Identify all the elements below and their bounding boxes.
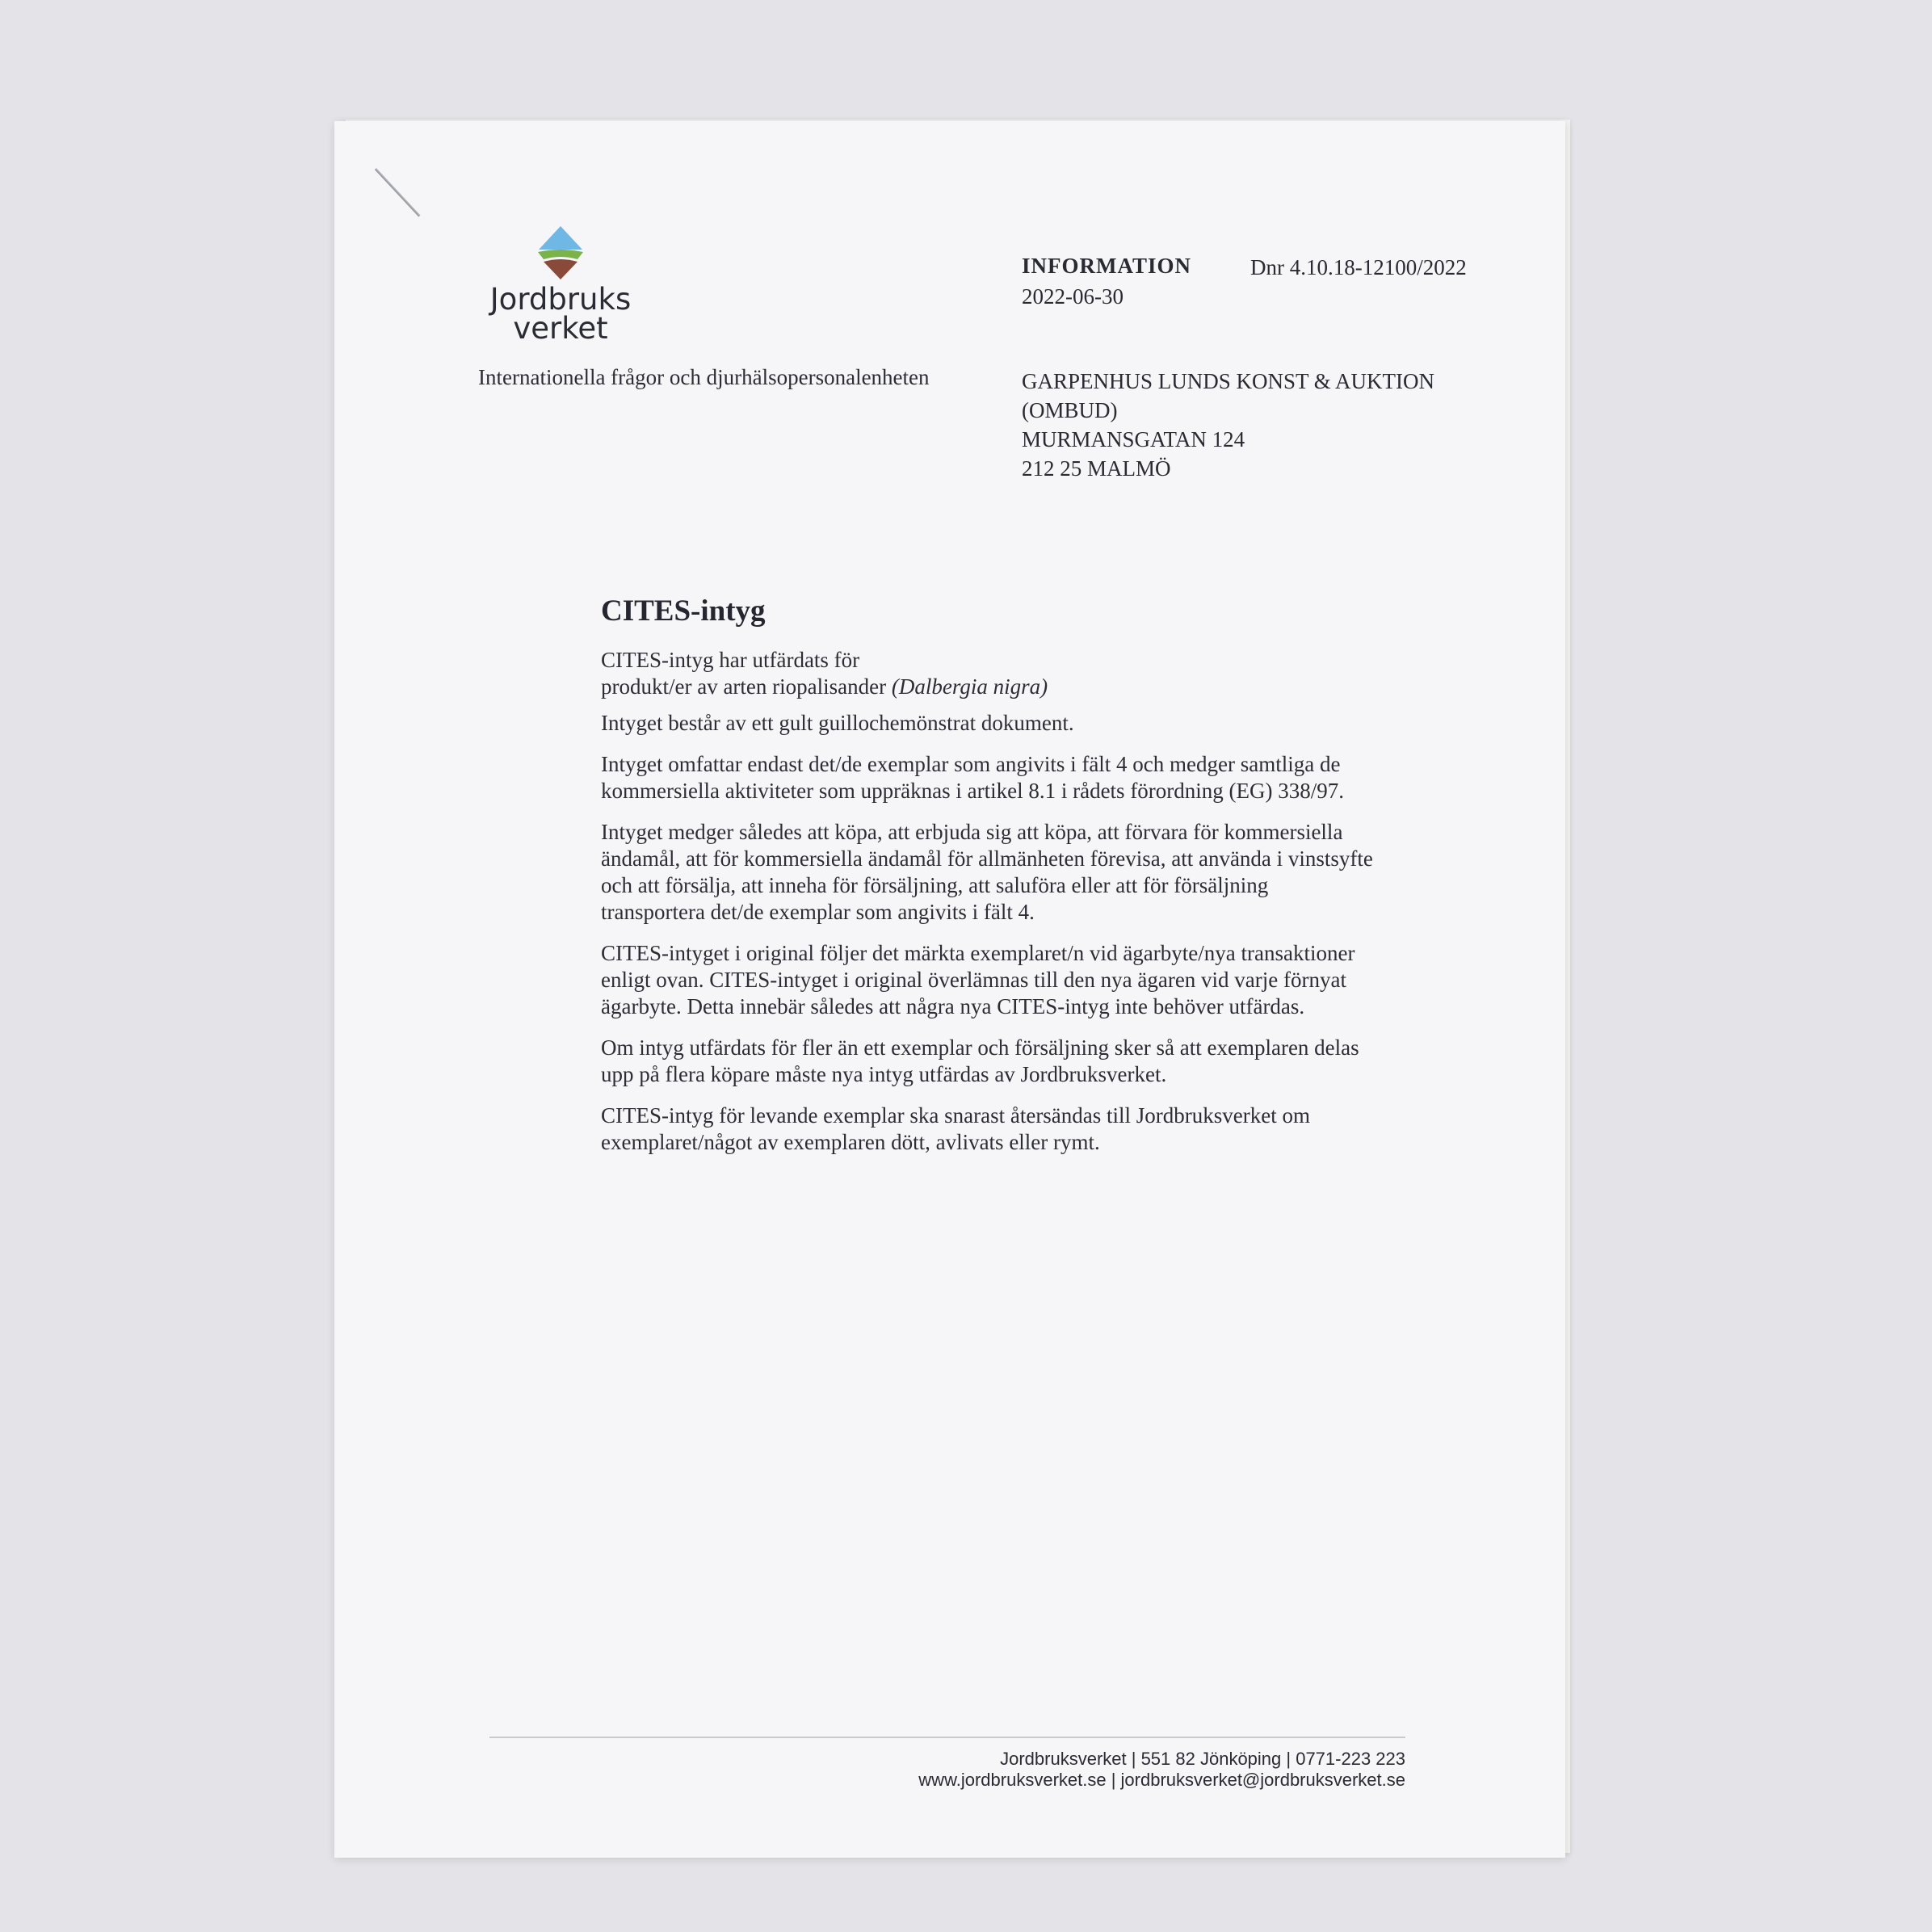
footer-line2: www.jordbruksverket.se | jordbruksverket@jordbruksverket.se xyxy=(918,1770,1405,1790)
logo-text-line1: Jordbruks xyxy=(489,282,632,317)
recipient-address xyxy=(1022,367,1522,483)
jordbruksverket-logo xyxy=(488,223,633,344)
footer xyxy=(738,1749,1405,1791)
document-page xyxy=(334,121,1565,1858)
recipient-line3: MURMANSGATAN 124 xyxy=(1022,427,1245,452)
document-title: CITES-intyg xyxy=(601,594,766,628)
recipient-line2: (OMBUD) xyxy=(1022,398,1118,422)
document-type: INFORMATION xyxy=(1022,254,1191,278)
intro-line1: CITES-intyg har utfärdats för xyxy=(601,648,860,672)
diary-number: Dnr 4.10.18-12100/2022 xyxy=(1250,255,1467,279)
logo-emblem-icon xyxy=(488,223,633,281)
department-unit: Internationella frågor och djurhälsopersonalenheten xyxy=(478,365,930,389)
footer-divider xyxy=(489,1737,1405,1738)
logo-text-line2: verket xyxy=(513,311,608,346)
paragraph-1: Intyget består av ett gult guillochemönstrat dokument. xyxy=(601,711,1074,735)
intro-paragraph xyxy=(601,647,1376,700)
paragraph-2: Intyget omfattar endast det/de exemplar som angivits i fält 4 och medger samtliga de kommersiella aktiviteter som uppräknas i artikel 8.1 i rådets förordning (EG) 338/97. xyxy=(601,752,1345,803)
recipient-line4: 212 25 MALMÖ xyxy=(1022,456,1171,481)
paragraph-3: Intyget medger således att köpa, att erbjuda sig att köpa, att förvara för kommersiella ändamål, att för kommersiella ändamål för allmänheten förevisa, att använda i vinstsyfte och att försälja, att inneha för försäljning, att saluföra eller att för försäljning transportera det/de exemplar som angivits i fält 4. xyxy=(601,820,1373,924)
paragraph-6: CITES-intyg för levande exemplar ska snarast återsändas till Jordbruksverket om exemplaret/något av exemplaren dött, avlivats eller rymt. xyxy=(601,1103,1311,1154)
recipient-line1: GARPENHUS LUNDS KONST & AUKTION xyxy=(1022,369,1435,393)
paragraph-4: CITES-intyget i original följer det märkta exemplaret/n vid ägarbyte/nya transaktioner enligt ovan. CITES-intyget i original överlämnas till den nya ägaren vid varje förnyat ägarbyte. Detta innebär således att några nya CITES-intyg inte behöver utfärdas. xyxy=(601,941,1355,1018)
staple xyxy=(375,168,421,217)
document-date: 2022-06-30 xyxy=(1022,284,1124,309)
document-body xyxy=(601,594,1376,1170)
paragraph-5: Om intyg utfärdats för fler än ett exemplar och försäljning sker så att exemplaren delas upp på flera köpare måste nya intyg utfärdas av Jordbruksverket. xyxy=(601,1035,1359,1086)
species-name: (Dalbergia nigra) xyxy=(891,674,1048,699)
intro-line2: produkt/er av arten riopalisander xyxy=(601,674,887,699)
footer-line1: Jordbruksverket | 551 82 Jönköping | 0771-223 223 xyxy=(1000,1749,1405,1769)
